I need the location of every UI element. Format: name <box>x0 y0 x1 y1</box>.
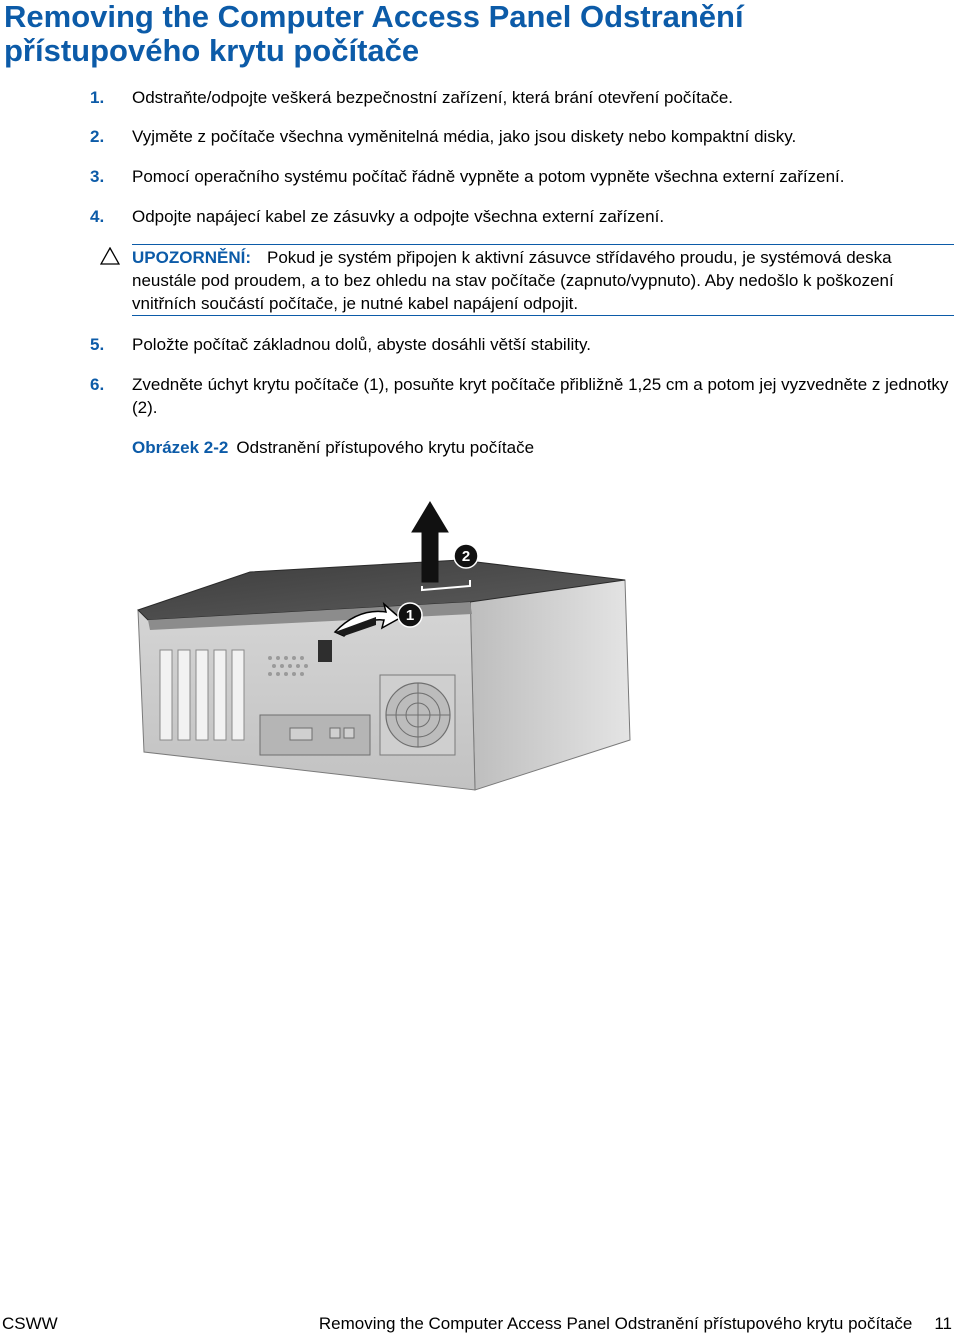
list-item <box>90 125 956 148</box>
io-ports <box>260 715 370 755</box>
step-number: 1. <box>90 88 105 107</box>
figure-caption <box>132 436 932 459</box>
step-text: Odstraňte/odpojte veškerá bezpečnostní zařízení, která brání otevření počítače. <box>132 88 734 107</box>
step-text: Odpojte napájecí kabel ze zásuvky a odpojte všechna externí zařízení. <box>132 207 665 226</box>
caution-text: Pokud je systém připojen k aktivní zásuvce střídavého proudu, je systémová deska neustále pod proudem, a to bez ohledu na stav počítače (zapnuto/vypnuto). Aby nedošlo k poškození vnitřních součástí počítače, je nutné kabel napájení odpojit. <box>132 248 894 313</box>
list-item <box>90 373 956 419</box>
caution-rule-top <box>132 244 954 245</box>
step-number: 3. <box>90 167 105 186</box>
caution-rule-bottom <box>132 315 954 316</box>
chassis-side-panel <box>470 580 630 790</box>
footer-page-number: 11 <box>934 1314 952 1333</box>
list-item <box>90 86 956 109</box>
caution-body <box>132 246 954 315</box>
callout-1-icon <box>398 603 422 627</box>
footer-running-title <box>319 1312 952 1336</box>
list-item <box>90 165 956 188</box>
figure-label: Obrázek 2-2 <box>132 438 229 457</box>
caution-label: UPOZORNĚNÍ: <box>132 248 251 267</box>
step-text: Pomocí operačního systému počítač řádně vypněte a potom vypněte všechna externí zařízení. <box>132 167 845 186</box>
caution-triangle-icon <box>100 247 120 265</box>
footer-chapter-title: Removing the Computer Access Panel Odstranění přístupového krytu počítače <box>318 1314 913 1333</box>
step-number: 5. <box>90 335 105 354</box>
callout-1-label: 1 <box>405 607 415 624</box>
list-item <box>90 205 956 228</box>
cover-latch-handle <box>318 640 332 662</box>
step-text: Zvedněte úchyt krytu počítače (1), posuňte kryt počítače přibližně 1,25 cm a potom jej vyzvedněte z jednotky (2). <box>132 375 949 417</box>
step-text: Položte počítač základnou dolů, abyste dosáhli větší stability. <box>132 335 591 354</box>
computer-illustration <box>130 490 650 810</box>
step-number: 4. <box>90 207 105 226</box>
step-number: 6. <box>90 375 105 394</box>
callout-2-label: 2 <box>461 548 471 565</box>
list-item <box>90 333 956 356</box>
step-number: 2. <box>90 127 105 146</box>
page-title: Removing the Computer Access Panel Odstranění přístupového krytu počítače <box>4 0 744 68</box>
figure-caption-text: Odstranění přístupového krytu počítače <box>236 438 535 457</box>
page-footer <box>0 1312 960 1336</box>
callout-2-icon <box>454 544 478 568</box>
step-text: Vyjměte z počítače všechna vyměnitelná média, jako jsou diskety nebo kompaktní disky. <box>132 127 797 146</box>
power-supply-fan <box>380 675 455 755</box>
footer-document-code: CSWW <box>2 1314 58 1333</box>
